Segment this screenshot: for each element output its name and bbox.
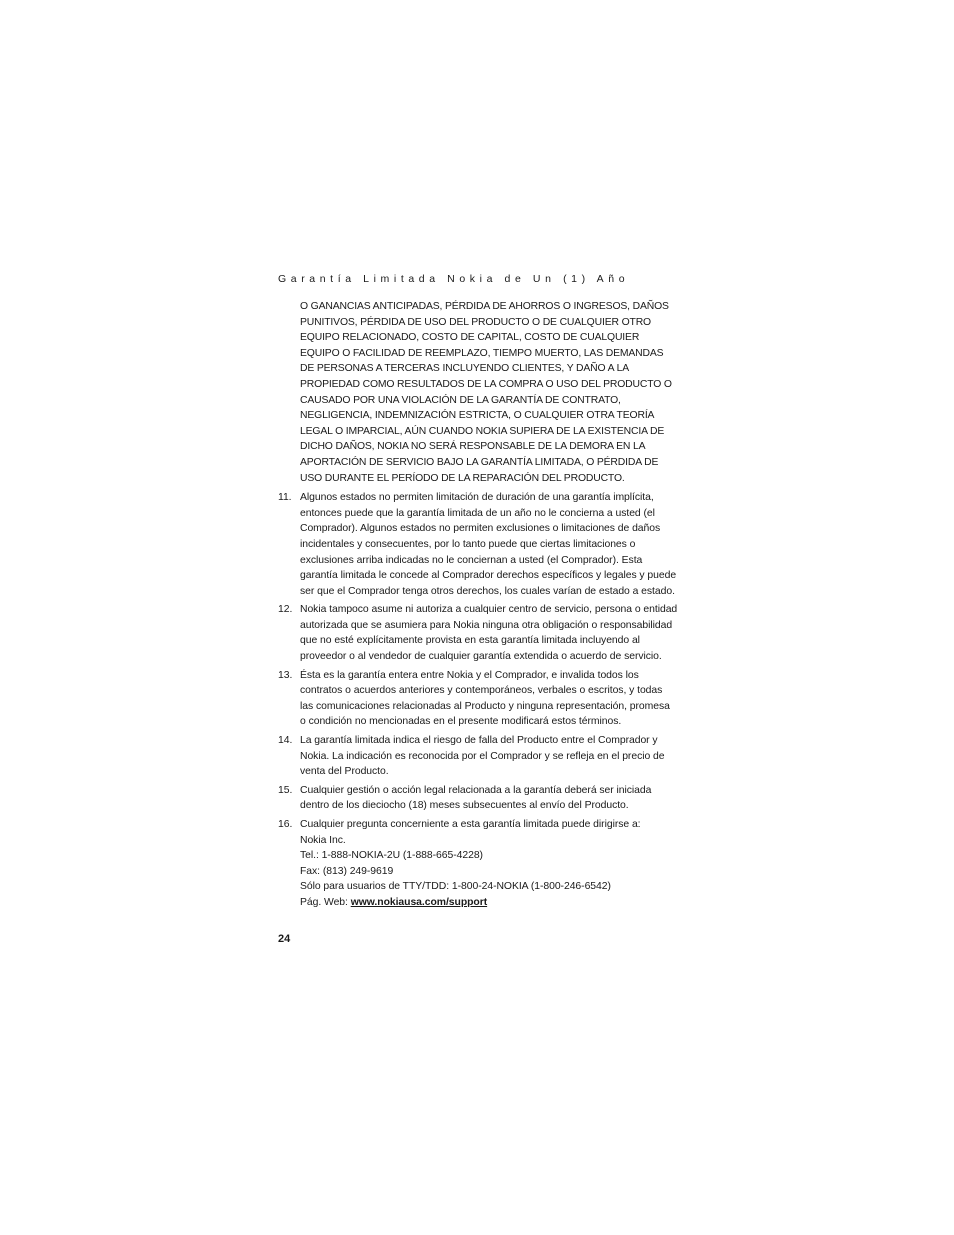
list-item — [278, 668, 678, 730]
list-item — [278, 490, 678, 599]
list-item — [278, 602, 678, 664]
web-line — [300, 895, 678, 911]
support-website-link[interactable]: www.nokiausa.com/support — [350, 896, 488, 908]
item-number: 16. — [278, 819, 293, 830]
item-number: 12. — [278, 604, 293, 616]
contact-list-item — [278, 817, 678, 911]
item-number: 11. — [278, 492, 292, 504]
item-text: Ésta es la garantía entera entre Nokia y el Comprador, e invalida todos los contratos o acuerdos anteriores y contemporáneos, verbales o escritos, y todas las comunicaciones relacionadas al Producto y ninguna representación, promesa o condición no mencionadas en el presente modificará estos términos. — [300, 669, 670, 728]
numbered-list — [278, 490, 678, 910]
telephone-line: Tel.: 1-888-NOKIA-2U (1-888-665-4228) — [300, 850, 483, 862]
web-label: Pág. Web: — [300, 896, 351, 908]
item-text: Cualquier gestión o acción legal relacionada a la garantía deberá ser iniciada dentro de los dieciocho (18) meses subsecuentes al envío del Producto. — [300, 784, 652, 812]
list-item — [278, 733, 678, 780]
item-number: 14. — [278, 735, 293, 747]
item-number: 15. — [278, 784, 293, 796]
item-number: 13. — [278, 669, 293, 681]
intro-paragraph: O GANANCIAS ANTICIPADAS, PÉRDIDA DE AHORROS O INGRESOS, DAÑOS PUNITIVOS, PÉRDIDA DE USO DEL PRODUCTO O DE CUALQUIER OTRO EQUIPO RELACIONADO, COSTO DE CAPITAL, COSTO DE CUALQUIER EQUIPO O FACILIDAD DE REEMPLAZO, TIEMPO MUERTO, LAS DEMANDAS DE PERSONAS A TERCERAS INCLUYENDO CLIENTES, Y DAÑO A LA PROPIEDAD COMO RESULTADOS DE LA COMPRA O USO DEL PRODUCTO O CAUSADO POR UNA VIOLACIÓN DE LA GARANTÍA DE CONTRATO, NEGLIGENCIA, INDEMNIZACIÓN ESTRICTA, O CUALQUIER OTRA TEORÍA LEGAL O IMPARCIAL, AÚN CUANDO NOKIA SUPIERA DE LA EXISTENCIA DE DICHO DAÑOS, NOKIA NO SERÁ RESPONSABLE DE LA DEMORA EN LA APORTACIÓN DE SERVICIO BAJO LA GARANTÍA LIMITADA, O PÉRDIDA DE USO DURANTE EL PERÍODO DE LA REPARACIÓN DEL PRODUCTO. — [300, 301, 672, 484]
company-name: Nokia Inc. — [300, 834, 346, 846]
document-page — [278, 270, 678, 947]
fax-line: Fax: (813) 249-9619 — [300, 865, 394, 877]
item-text: Algunos estados no permiten limitación de duración de una garantía implícita, entonces puede que la garantía limitada de un año no le concierna a usted (el Comprador). Algunos estados no permiten exclusiones o limitaciones de daños incidentales y consecuentes, por lo tanto puede que ciertas limitaciones o exclusiones arriba indicadas no le conciernan a usted (el Comprador). Esta garantía limitada le concede al Comprador derechos específicos y legales y puede ser que el Comprador tenga otros derechos, los cuales varían de estado a estado. — [300, 492, 677, 597]
list-item — [278, 783, 678, 814]
page-number: 24 — [278, 932, 291, 945]
item-text: La garantía limitada indica el riesgo de falla del Producto entre el Comprador y Nokia. La indicación es reconocida por el Comprador y se refleja en el precio de venta del Producto. — [300, 735, 665, 778]
running-header: Garantía Limitada Nokia de Un (1) Año — [278, 273, 630, 285]
tty-line: Sólo para usuarios de TTY/TDD: 1-800-24-NOKIA (1-800-246-6542) — [300, 881, 611, 893]
item-text: Nokia tampoco asume ni autoriza a cualquier centro de servicio, persona o entidad autorizada que se asumiera para Nokia ninguna otra obligación o responsabilidad que no esté explícitamente provista en esta garantía limitada incluyendo al proveedor o al vendedor de cualquier garantía extendida o acuerdo de servicio. — [300, 604, 678, 663]
contact-intro: Cualquier pregunta concerniente a esta garantía limitada puede dirigirse a: — [300, 819, 641, 830]
